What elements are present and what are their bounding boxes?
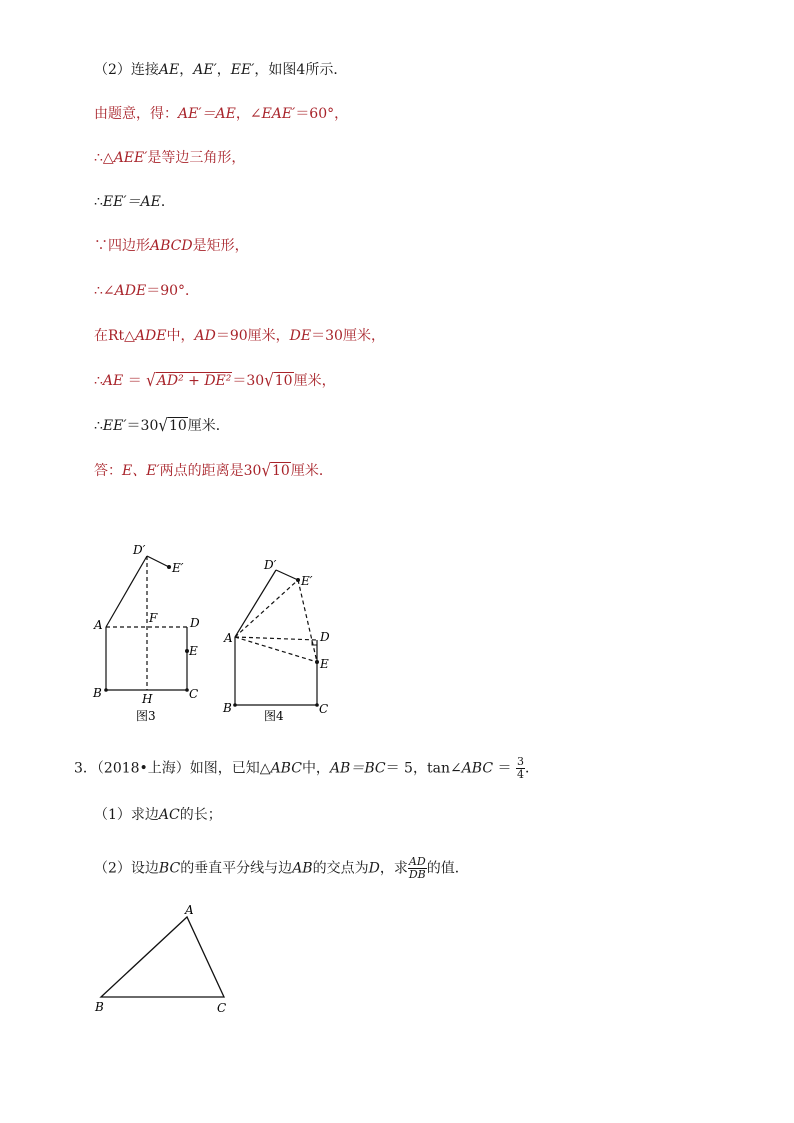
text: ，求	[379, 860, 408, 877]
text: 由题意，得：	[94, 106, 178, 122]
fig4-label-e1: E′	[301, 574, 313, 588]
text: 的交点为	[312, 860, 369, 877]
text: 的值．	[426, 860, 469, 877]
fig4-segment-ae-dashed	[235, 637, 317, 662]
text: 是等边三角形，	[147, 150, 246, 166]
fig5-label-a: A	[185, 903, 194, 917]
text: 答：	[94, 463, 122, 479]
text: 厘米．	[290, 463, 333, 479]
math: DE	[289, 328, 312, 344]
fig3-label-d1: D′	[133, 543, 146, 557]
math: EAE′	[261, 106, 296, 122]
text: ＝ 5，tan∠	[385, 760, 462, 777]
fig4-label-b: B	[223, 701, 232, 715]
fig3-segment-ad1	[106, 556, 147, 627]
text: ∴∠	[94, 283, 115, 299]
problem-3-question-2	[94, 856, 469, 881]
fig3-label-a: A	[94, 618, 103, 632]
math: AB	[292, 860, 313, 877]
fig4-caption: 图4	[264, 709, 284, 723]
math: AE′＝AE	[178, 106, 236, 122]
numerator: 3	[516, 755, 524, 768]
text: ∴	[94, 418, 103, 434]
math: BC	[158, 860, 181, 877]
math: AB＝BC	[329, 760, 386, 777]
radical-sign: √	[158, 414, 168, 436]
fig5-label-c: C	[217, 1001, 227, 1015]
radicand: 10	[168, 418, 187, 434]
math: AD	[194, 328, 216, 344]
text: 3．（2018•上海）如图，已知△	[74, 760, 271, 777]
math: ADE	[134, 328, 167, 344]
text: ∴△	[94, 150, 114, 166]
math: E、E′	[122, 463, 160, 479]
text: ＝	[497, 760, 512, 777]
text: 的长；	[179, 807, 222, 823]
text: 中，	[301, 760, 330, 777]
math: AEE′	[113, 150, 148, 166]
text: 是矩形，	[192, 238, 249, 254]
fig4-label-c: C	[319, 702, 329, 716]
problem-3-heading	[74, 756, 539, 781]
text: ∴	[94, 194, 103, 210]
math: EE′	[102, 418, 127, 434]
text: ，∠	[235, 106, 262, 122]
math: AE	[102, 373, 124, 389]
problem-3-question-1	[94, 805, 222, 825]
text: ＝30	[232, 373, 265, 389]
text: ＝30	[126, 418, 159, 434]
text: ∴	[94, 373, 103, 389]
radical-sign: √	[261, 459, 272, 481]
text: ＝60°，	[295, 106, 349, 122]
fig3-label-b: B	[93, 686, 102, 700]
fraction-3-4	[516, 756, 525, 781]
math: ADE	[114, 283, 147, 299]
numerator: AD	[408, 855, 426, 868]
denominator: 4	[516, 768, 524, 781]
text: ．	[160, 194, 175, 210]
math: AC	[158, 807, 180, 823]
fig3-segment-d1e1	[147, 556, 169, 567]
math: ABC	[461, 760, 494, 777]
fig3-label-d: D	[190, 616, 200, 630]
fig3-label-e: E	[189, 644, 198, 658]
fig4-label-e: E	[320, 657, 329, 671]
fig3-point-e1	[167, 565, 171, 569]
fig4-segment-ad-dashed	[235, 637, 317, 640]
text: ，如图4所示．	[254, 62, 348, 78]
radicand: 10	[272, 463, 290, 479]
text: 两点的距离是30	[159, 463, 262, 479]
solution-line-1: （2）连接AE，AE′，EE′，如图4所示．	[94, 62, 348, 78]
fig5-label-b: B	[95, 1000, 104, 1014]
fig4-segment-ae1-dashed	[235, 580, 298, 637]
math: EE′＝AE	[102, 194, 161, 210]
radicand: 10	[274, 373, 293, 389]
math: AE′	[193, 62, 217, 78]
math: ABCD	[150, 238, 193, 254]
fig4-label-a: A	[224, 631, 233, 645]
radical-sign: √	[264, 369, 274, 391]
fig3-label-c: C	[189, 687, 199, 701]
text: （1）求边	[94, 807, 159, 823]
text: 的垂直平分线与边	[180, 860, 293, 877]
fig4-rectangle	[235, 637, 317, 705]
fraction-ad-db	[408, 856, 427, 881]
text: ＝90厘米，	[215, 328, 290, 344]
fig4-segment-e1e-dashed	[298, 580, 317, 662]
text: 厘米．	[187, 418, 230, 434]
text: ＝	[127, 373, 142, 389]
fig3-label-f: F	[149, 611, 158, 625]
radicand: AD² + DE²	[156, 373, 232, 389]
fig3-label-e1: E′	[172, 561, 184, 575]
text: （2）设边	[94, 860, 159, 877]
denominator: DB	[408, 868, 426, 881]
text: ．	[524, 760, 539, 777]
text: ∵四边形	[94, 238, 150, 254]
text: （2）连接	[94, 62, 159, 78]
math: EE′	[230, 62, 255, 78]
text: 厘米，	[293, 373, 336, 389]
text: 中，	[166, 328, 195, 344]
fig4-segment-ad1	[235, 570, 276, 637]
fig4-label-d1: D′	[264, 558, 277, 572]
fig3-label-h: H	[142, 692, 153, 706]
fig3-point-b	[104, 688, 108, 692]
text: 在Rt△	[94, 328, 135, 344]
math: AE	[158, 62, 180, 78]
fig4-label-d: D	[320, 630, 330, 644]
math: ABC	[270, 760, 302, 777]
text: ＝30厘米，	[311, 328, 385, 344]
triangle-abc	[101, 917, 224, 997]
fig4-point-e	[315, 660, 319, 664]
fig4-point-e1	[296, 578, 300, 582]
fig4-point-b	[233, 703, 237, 707]
text: ＝90°．	[146, 283, 200, 299]
radical-sign: √	[146, 369, 156, 391]
math: D	[368, 860, 380, 877]
fig3-caption: 图3	[136, 709, 156, 723]
fig4-segment-d1e1	[276, 570, 298, 580]
